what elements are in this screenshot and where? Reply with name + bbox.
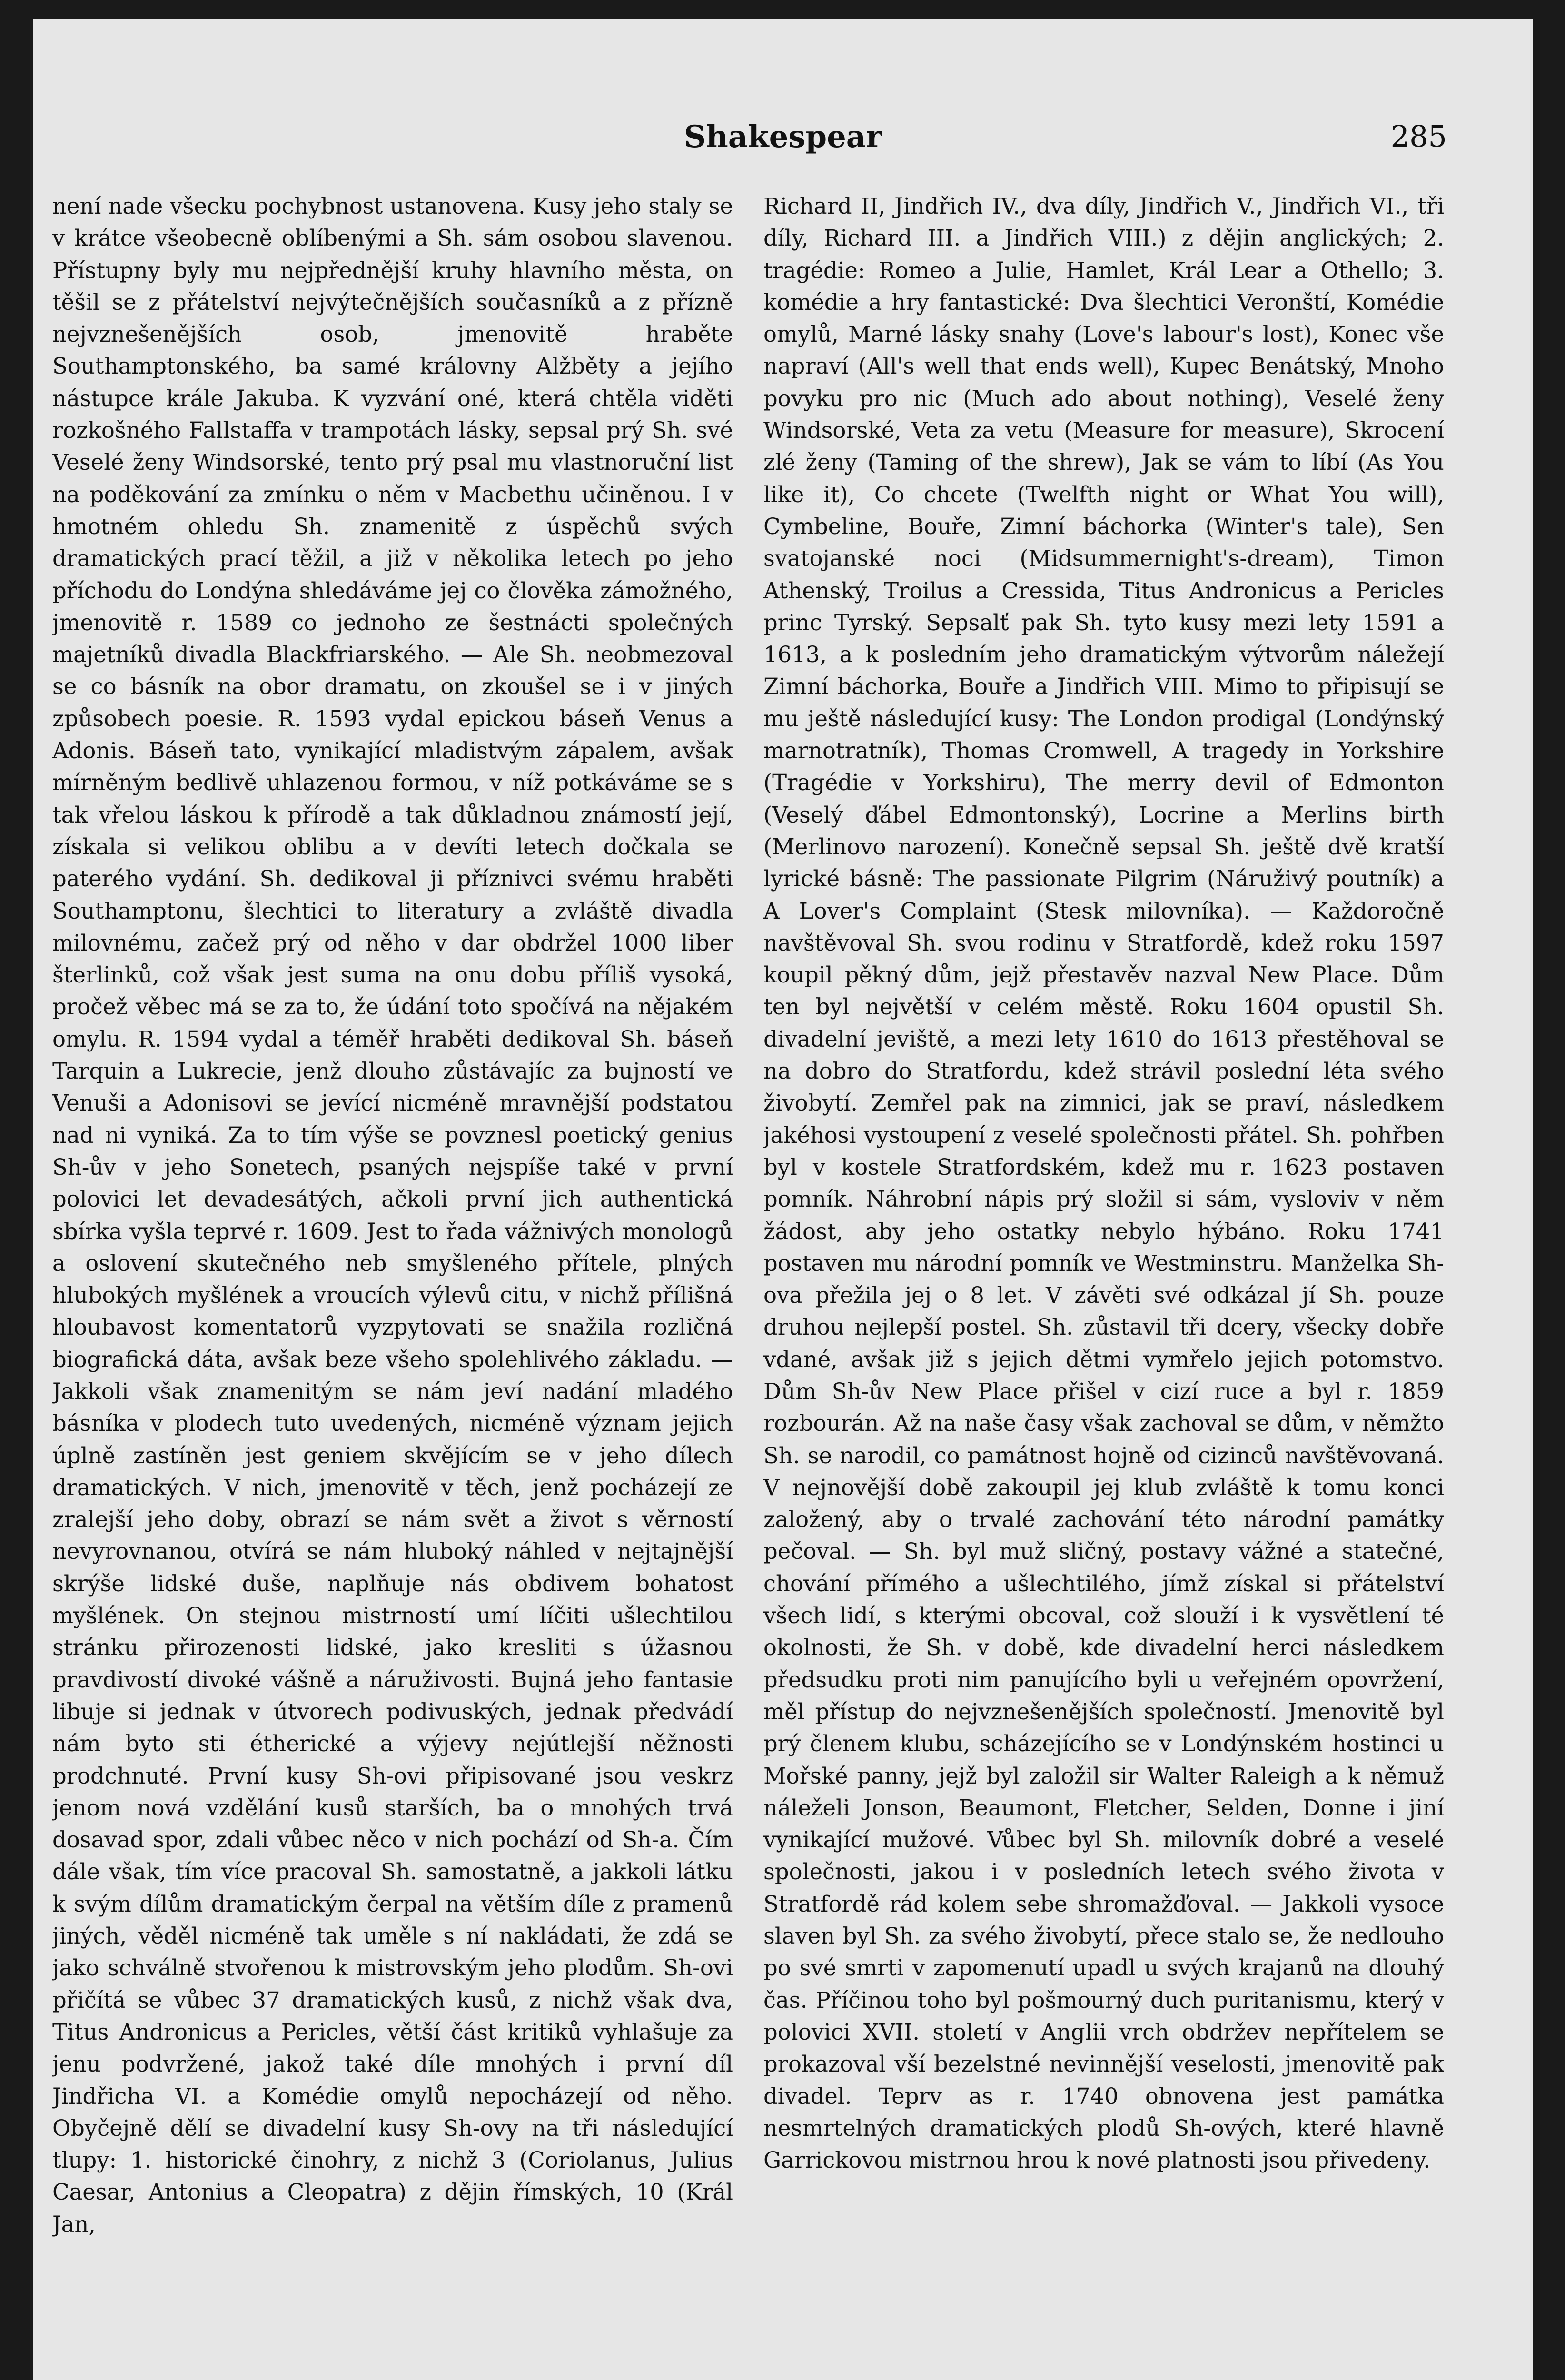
right-column-text: Richard II, Jindřich IV., dva díly, Jindřich V., Jindřich VI., tři díly, Richard III. a Jindřich VIII.) z dějin anglických; 2. tragédie: Romeo a Julie, Hamlet, Král Lear a Othello; 3. komédie a hry fantastické: Dva šlechtici Veronští, Komédie omylů, Marné lásky snahy (Love's labour's lost), Konec vše napraví (All's well that ends well), Kupec Benátský, Mnoho povyku pro nic (Much ado about nothing), Veselé ženy Windsorské, Veta za vetu (Measure for measure), Skrocení zlé ženy (Taming of the shrew), Jak se vám to líbí (As You like it), Co chcete (Twelfth night or What You will), Cymbeline, Bouře, Zimní báchorka (Winter's tale), Sen svatojanské noci (Midsummernight's-dream), Timon Athenský, Troilus a Cressida, Titus Andronicus a Pericles princ Tyrský. Sepsalť pak Sh. tyto kusy mezi lety 1591 a 1613, a k posledním jeho dramatickým výtvorům náležejí Zimní báchorka, Bouře a Jindřich VIII. Mimo to připisují se mu ještě následující kusy: The London prodigal (Londýnský marnotratník), Thomas Cromwell, A tragedy in Yorkshire (Tragédie v Yorkshiru), The merry devil of Edmonton (Veselý ďábel Edmontonský), Locrine a Merlins birth (Merlinovo narození). Konečně sepsal Sh. ještě dvě kratší lyrické básně: The passionate Pilgrim (Náruživý poutník) a A Lover's Complaint (Stesk milovníka). — Každoročně navštěvoval Sh. svou rodinu v Stratfordě, kdež roku 1597 koupil pěkný dům, jejž přestavěv nazval New Place. Dům ten byl největší v celém městě. Roku 1604 opustil Sh. divadelní jeviště, a mezi lety 1610 do 1613 přestěhoval se na dobro do Stratfordu, kdež strávil poslední léta svého živobytí. Zemřel pak na zimnici, jak se praví, následkem jakéhosi vystoupení z veselé společnosti přátel. Sh. pohřben byl v kostele Stratfordském, kdež mu r. 1623 postaven pomník. Náhrobní nápis prý složil si sám, vysloviv v něm žádost, aby jeho ostatky nebylo hýbáno. Roku 1741 postaven mu národní pomník ve Westminstru. Manželka Sh-ova přežila jej o 8 let. V závěti své odkázal jí Sh. pouze druhou nejlepší postel. Sh. zůstavil tři dcery, všecky dobře vdané, avšak již s jejich dětmi vymřelo jejich potomstvo. Dům Sh-ův New Place přišel v cizí ruce a byl r. 1859 rozbourán. Až na naše časy však zachoval se dům, v němžto Sh. se narodil, co památnost hojně od cizinců navštěvovaná. V nejnovější době zakoupil jej klub zvláště k tomu konci založený, aby o trvalé zachování této národní památky pečoval. — Sh. byl muž sličný, postavy vážné a statečné, chování přímého a ušlechtilého, jímž získal si přátelství všech lidí, s kterými obcoval, což slouží i k vysvětlení té okolnosti, že Sh. v době, kde divadelní herci následkem předsudku proti nim panujícího byli u veřejném opovržení, měl přístup do nejvznešenějších společností. Jmenovitě byl prý členem klubu, scházejícího se v Londýnském hostinci u Mořské panny, jejž byl založil sir Walter Raleigh a k němuž náleželi Jonson, Beaumont, Fletcher, Selden, Donne i jiní vynikající mužové. Vůbec byl Sh. milovník dobré a veselé společnosti, jakou i v posledních letech svého života v Stratfordě rád kolem sebe shromažďoval. — Jakkoli vysoce slaven byl Sh. za svého živobytí, přece stalo se, že nedlouho po své smrti v zapomenutí upadl u svých krajanů na dlouhý čas. Příčinou toho byl pošmourný duch puritanismu, který v polovici XVII. století v Anglii vrch obdržev nepřítelem se prokazoval vší bezelstné nevinnější veselosti, jmenovitě pak divadel. Teprv as r. 1740 obnovena jest památka nesmrtelných dramatických plodů Sh-ových, které hlavně Garrickovou mistrnou hrou k nové platnosti jsou přivedeny. [763,193,1444,2173]
left-column [52,190,733,2361]
running-title: Shakespear [684,119,882,155]
right-column [763,190,1444,2361]
left-column-text: není nade všecku pochybnost ustanovena. Kusy jeho staly se v krátce všeobecně oblíbenými a Sh. sám osobou slavenou. Přístupny byly mu nejpřednější kruhy hlavního města, on těšil se z přátelství nejvýtečnějších současníků a z přízně nejvznešenějších osob, jmenovitě hraběte Southamptonského, ba samé královny Alžběty a jejího nástupce krále Jakuba. K vyzvání oné, která chtěla viděti rozkošného Fallstaffa v trampotách lásky, sepsal prý Sh. své Veselé ženy Windsorské, tento prý psal mu vlastnoruční list na poděkování za zmínku o něm v Macbethu učiněnou. I v hmotném ohledu Sh. znamenitě z úspěchů svých dramatických prací těžil, a již v několika letech po jeho příchodu do Londýna shledáváme jej co člověka zámožného, jmenovitě r. 1589 co jednoho ze šestnácti společných majetníků divadla Blackfriarského. — Ale Sh. neobmezoval se co básník na obor dramatu, on zkoušel se i v jiných způsobech poesie. R. 1593 vydal epickou báseň Venus a Adonis. Báseň tato, vynikající mladistvým zápalem, avšak mírněným bedlivě uhlazenou formou, v níž potkáváme se s tak vřelou láskou k přírodě a tak důkladnou známostí její, získala si velikou oblibu a v devíti letech dočkala se paterého vydání. Sh. dedikoval ji příznivci svému hraběti Southamptonu, šlechtici to literatury a zvláště divadla milovnému, začež prý od něho v dar obdržel 1000 liber šterlinků, což však jest suma na onu dobu příliš vysoká, pročež věbec má se za to, že údání toto spočívá na nějakém omylu. R. 1594 vydal a téměř hraběti dedikoval Sh. báseň Tarquin a Lukrecie, jenž dlouho zůstávajíc za bujností ve Venuši a Adonisovi se jevící nicméně mravnější podstatou nad ni vyniká. Za to tím výše se povznesl poetický genius Sh-ův v jeho Sonetech, psaných nejspíše také v první polovici let devadesátých, ačkoli první jich authentická sbírka vyšla teprvé r. 1609. Jest to řada vážnivých monologů a oslovení skutečného neb smyšleného přítele, plných hlubokých myšlének a vroucích výlevů citu, v nichž přílišná hloubavost komentatorů vyzpytovati se snažila rozličná biografická dáta, avšak beze všeho spolehlivého základu. — Jakkoli však znamenitým se nám jeví nadání mladého básníka v plodech tuto uvedených, nicméně význam jejich úplně zastíněn jest geniem skvějícím se v jeho dílech dramatických. V nich, jmenovitě v těch, jenž pocházejí ze zralejší jeho doby, obrazí se nám svět a život s věrností nevyrovnanou, otvírá se nám hluboký náhled v nejtajnější skrýše lidské duše, naplňuje nás obdivem bohatost myšlének. On stejnou mistrností umí líčiti ušlechtilou stránku přirozenosti lidské, jako kresliti s úžasnou pravdivostí divoké vášně a náruživosti. Bujná jeho fantasie libuje si jednak v útvorech podivuských, jednak předvádí nám byto sti étherické a výjevy nejútlejší něžnosti prodchnuté. První kusy Sh-ovi připisované jsou veskrz jenom nová vzdělání kusů starších, ba o mnohých trvá dosavad spor, zdali vůbec něco v nich pochází od Sh-a. Čím dále však, tím více pracoval Sh. samostatně, a jakkoli látku k svým dílům dramatickým čerpal na větším díle z pramenů jiných, věděl nicméně tak uměle s ní nakládati, že zdá se jako schválně stvořenou k mistrovským jeho plodům. Sh-ovi přičítá se vůbec 37 dramatických kusů, z nichž však dva, Titus Andronicus a Pericles, větší část kritiků vyhlašuje za jenu podvržené, jakož také díle mnohých i první díl Jindřicha VI. a Komédie omylů nepocházejí od něho. Obyčejně dělí se divadelní kusy Sh-ovy na tři následující tlupy: 1. historické činohry, z nichž 3 (Coriolanus, Julius Caesar, Antonius a Cleopatra) z dějin římských, 10 (Král Jan, [52,193,733,2237]
page-number: 285 [1390,119,1447,154]
page-header [119,119,1447,171]
